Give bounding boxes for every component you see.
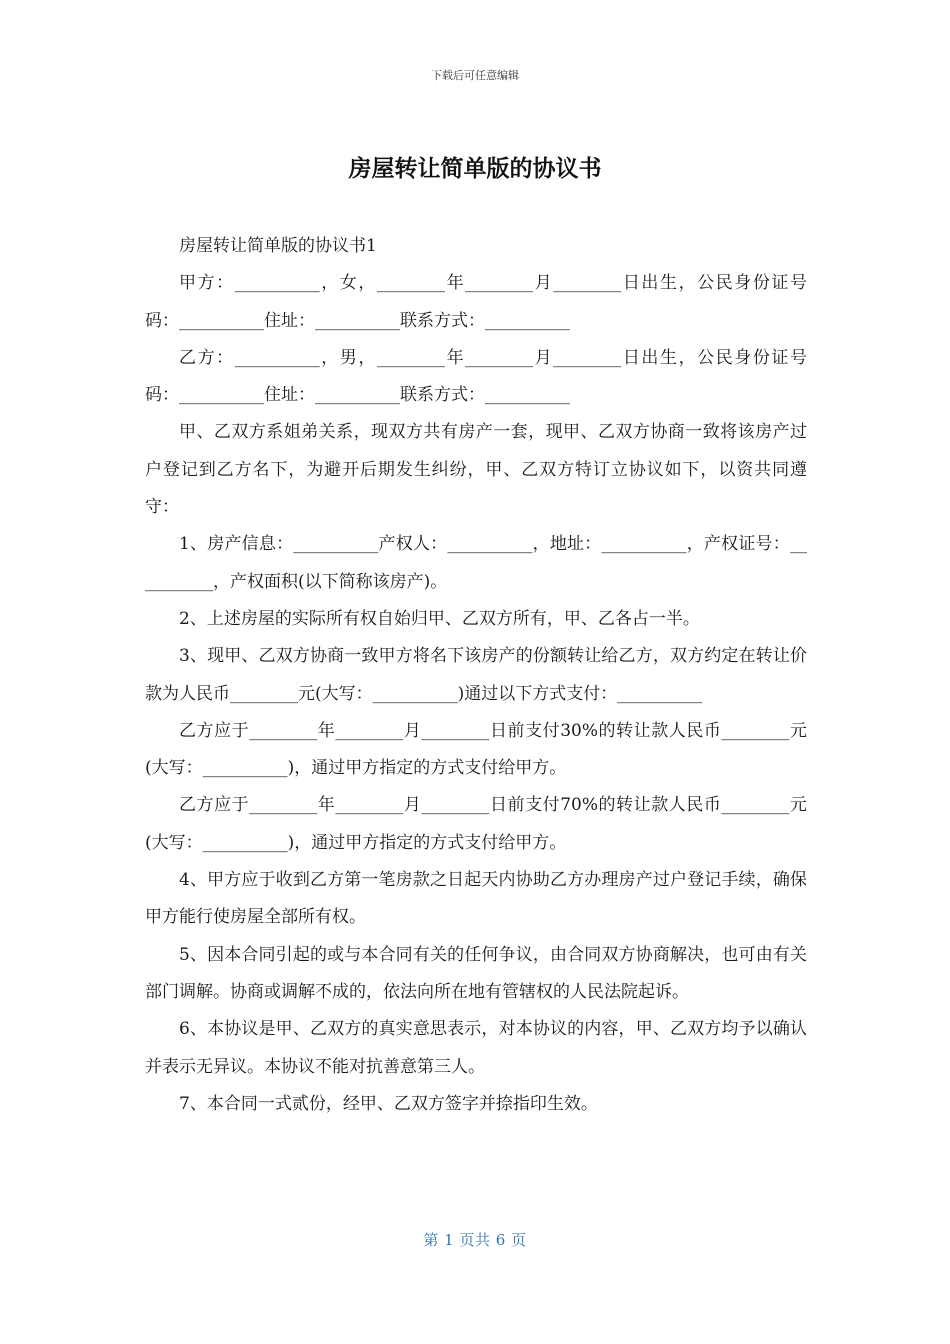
paragraph-clause-1: 1、房产信息：__________产权人：__________，地址：__________，产权证号：__________，产权面积(以下简称该房产)。	[145, 534, 807, 592]
paragraph-party-b: 乙方：__________，男，________年________月________日出生，公民身份证号码：__________住址：__________联系方式：__________	[145, 347, 807, 406]
paragraph-clause-6: 6、本协议是甲、乙双方的真实意思表示，对本协议的内容，甲、乙双方均予以确认并表示无异议。本协议不能对抗善意第三人。	[145, 1019, 807, 1077]
paragraph-clause-3: 3、现甲、乙双方协商一致甲方将名下该房产的份额转让给乙方，双方约定在转让价款为人民币________元(大写：__________)通过以下方式支付：__________	[145, 646, 807, 704]
paragraph-payment-70: 乙方应于________年________月________日前支付70%的转让款人民币________元(大写：__________)，通过甲方指定的方式支付给甲方。	[145, 795, 807, 853]
paragraph-heading: 房屋转让简单版的协议书1	[179, 236, 377, 256]
page-number: 第 1 页共 6 页	[423, 1231, 527, 1249]
paragraph-clause-2: 2、上述房屋的实际所有权自始归甲、乙双方所有，甲、乙各占一半。	[179, 608, 700, 629]
paragraph-preamble: 甲、乙双方系姐弟关系，现双方共有房产一套，现甲、乙双方协商一致将该房产过户登记到乙方名下，为避开后期发生纠纷，甲、乙双方特订立协议如下，以资共同遵守：	[145, 422, 807, 518]
header-note: 下载后可任意编辑	[431, 69, 519, 82]
paragraph-clause-4: 4、甲方应于收到乙方第一笔房款之日起天内协助乙方办理房产过户登记手续，确保甲方能行使房屋全部所有权。	[145, 870, 807, 928]
paragraph-clause-7: 7、本合同一式贰份，经甲、乙双方签字并捺指印生效。	[179, 1093, 598, 1114]
paragraph-clause-5: 5、因本合同引起的或与本合同有关的任何争议，由合同双方协商解决，也可由有关部门调解。协商或调解不成的，依法向所在地有管辖权的人民法院起诉。	[145, 944, 807, 1002]
document-title: 房屋转让简单版的协议书	[348, 156, 602, 182]
paragraph-party-a: 甲方：__________，女，________年________月________日出生，公民身份证号码：__________住址：__________联系方式：__________	[145, 273, 807, 331]
document-body	[145, 228, 807, 1123]
paragraph-payment-30: 乙方应于________年________月________日前支付30%的转让款人民币________元(大写：__________)，通过甲方指定的方式支付给甲方。	[145, 720, 807, 779]
